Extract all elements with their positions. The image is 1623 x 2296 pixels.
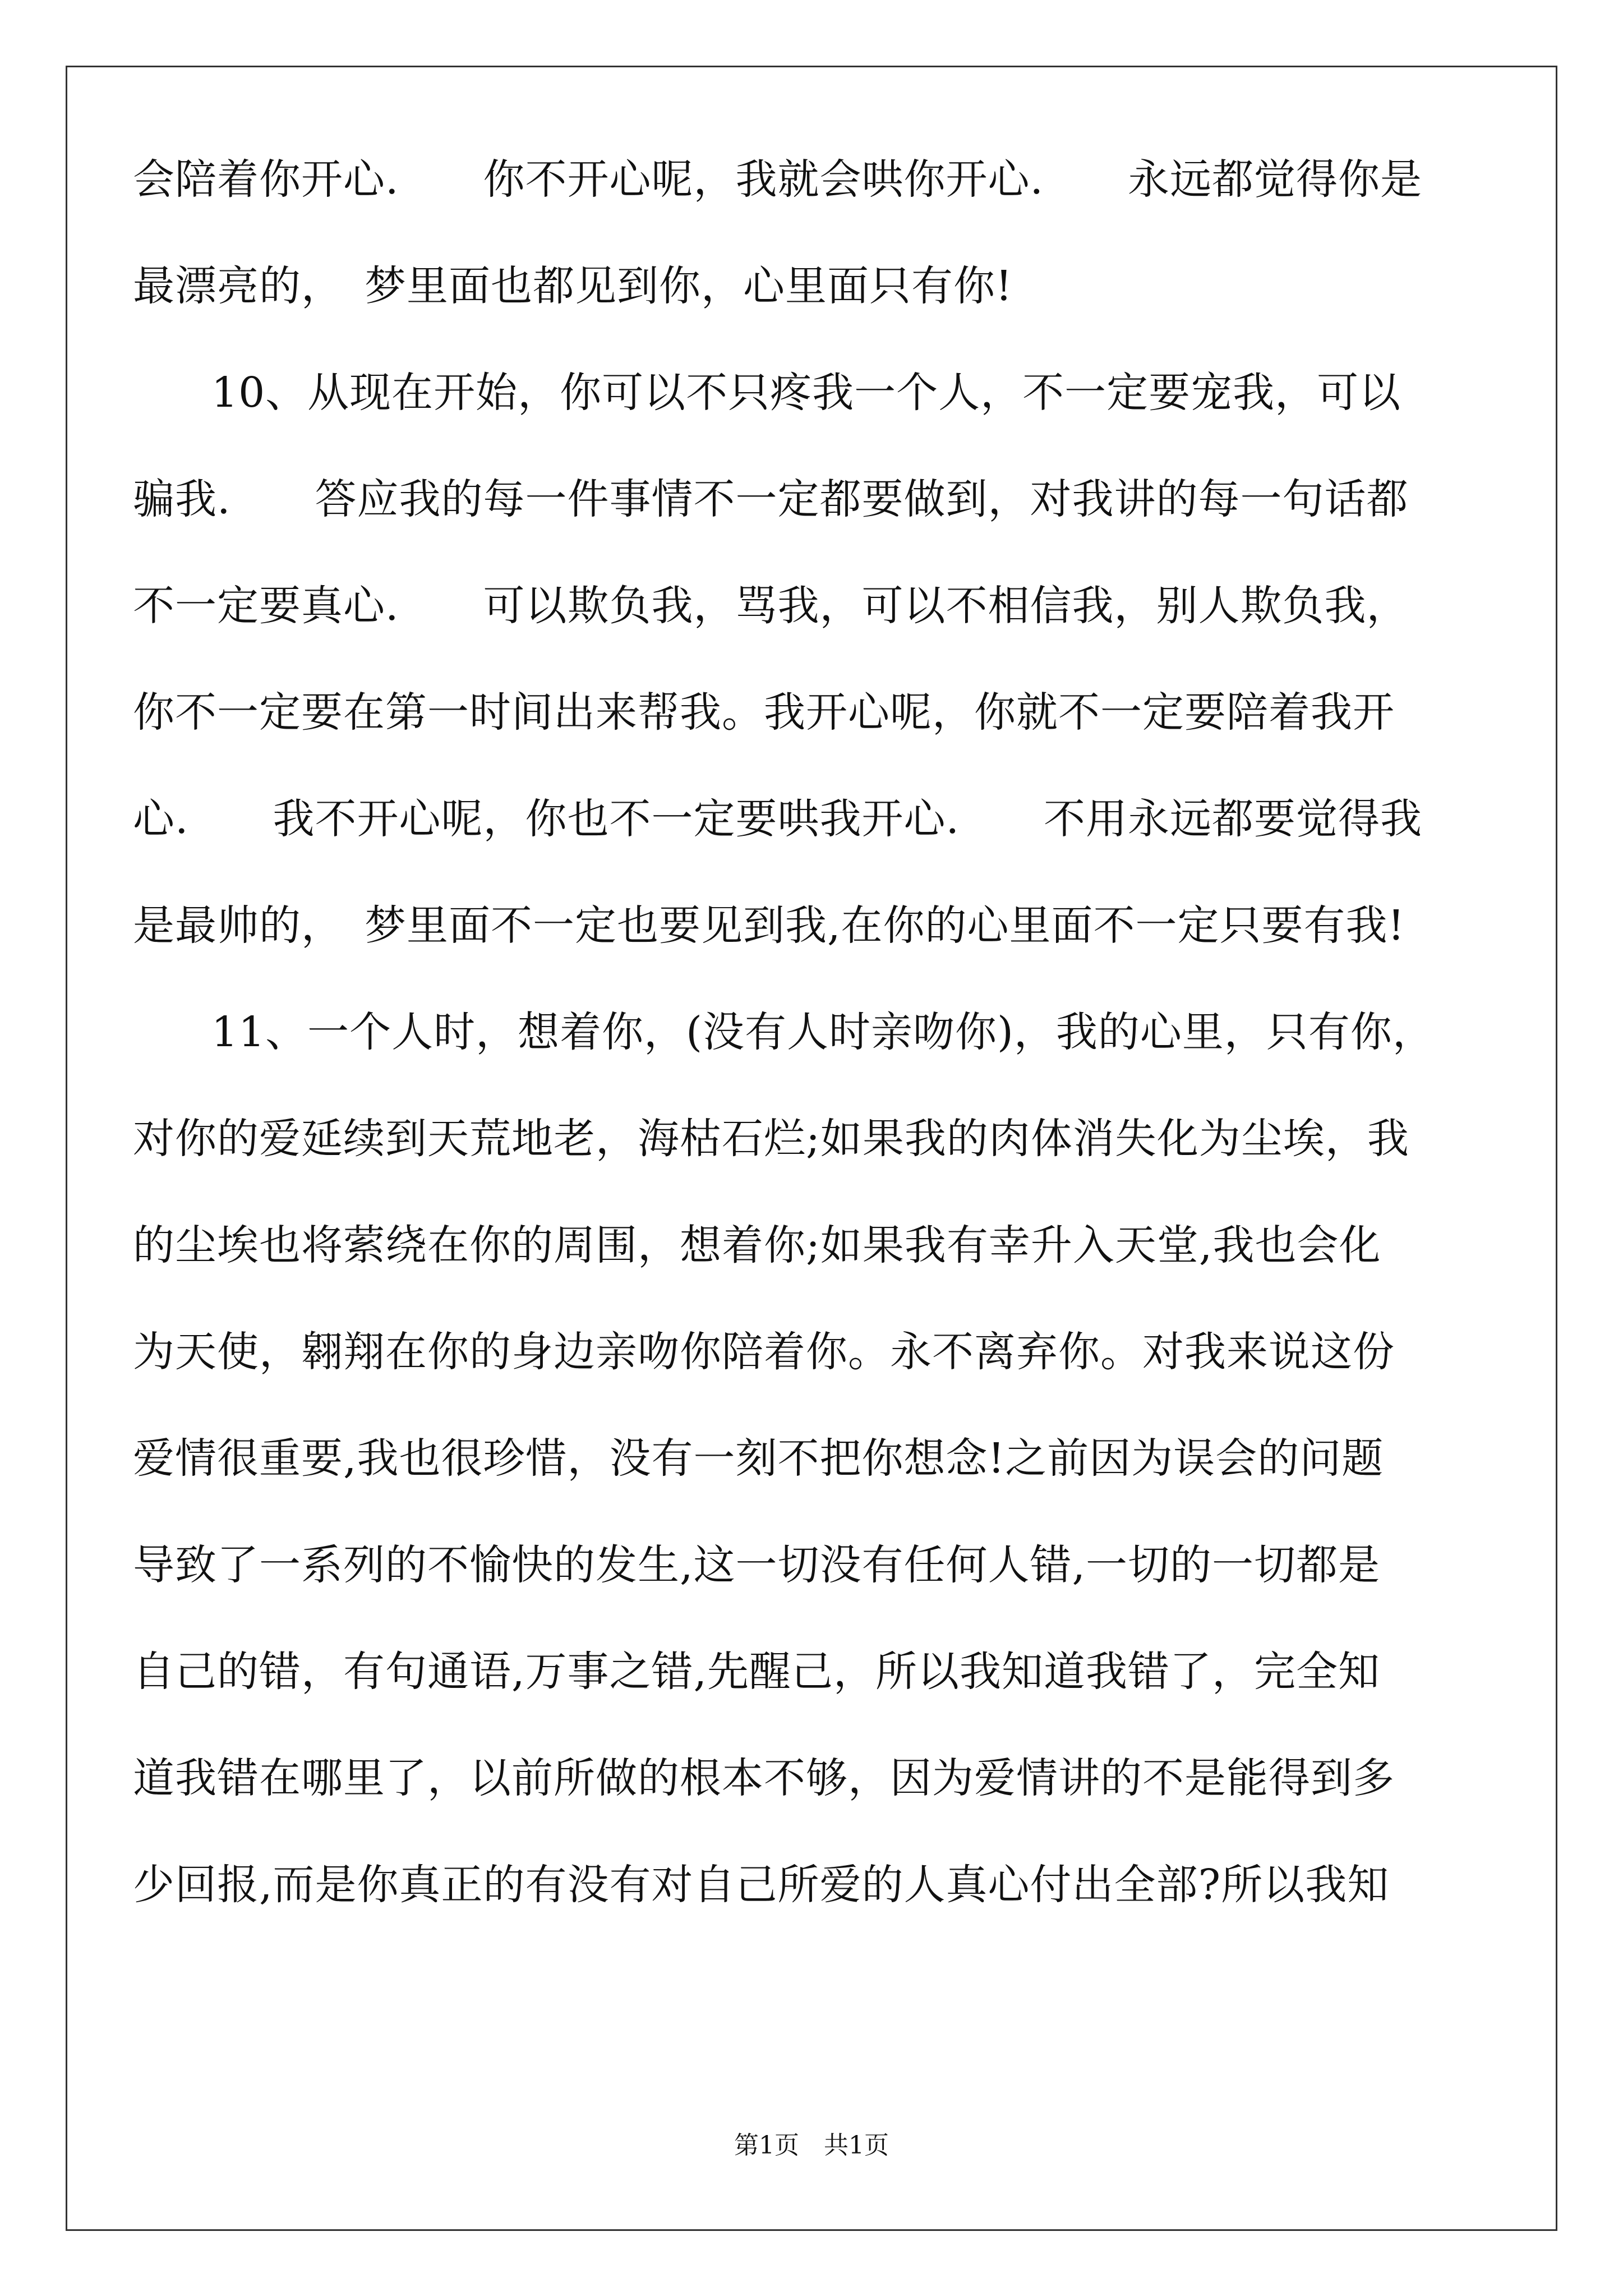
text-line: 最漂亮的， 梦里面也都见到你，心里面只有你! xyxy=(133,262,1013,310)
text-line: 骗我. 答应我的每一件事情不一定都要做到，对我讲的每一句话都 xyxy=(133,475,1409,523)
text-line: 导致了一系列的不愉快的发生,这一切没有任何人错,一切的一切都是 xyxy=(133,1541,1381,1589)
text-line: 道我错在哪里了，以前所做的根本不够，因为爱情讲的不是能得到多 xyxy=(133,1754,1395,1802)
text-line: 不一定要真心. 可以欺负我，骂我，可以不相信我，别人欺负我， xyxy=(133,582,1409,630)
text-line: 会陪着你开心. 你不开心呢，我就会哄你开心. 永远都觉得你是 xyxy=(133,155,1423,204)
text-line: 你不一定要在第一时间出来帮我。我开心呢，你就不一定要陪着我开 xyxy=(133,688,1395,737)
page-number-footer: 第1页 共1页 xyxy=(734,2131,889,2160)
text-line: 爱情很重要,我也很珍惜，没有一刻不把你想念!之前因为误会的问题 xyxy=(133,1434,1384,1483)
text-line: 自己的错，有句通语,万事之错,先醒己，所以我知道我错了，完全知 xyxy=(133,1648,1381,1696)
text-line: 心. 我不开心呢，你也不一定要哄我开心. 不用永远都要觉得我 xyxy=(133,795,1423,843)
text-line: 10、从现在开始，你可以不只疼我一个人，不一定要宠我，可以 xyxy=(211,369,1401,417)
text-line: 是最帅的， 梦里面不一定也要见到我,在你的心里面不一定只要有我! xyxy=(133,901,1405,950)
text-line: 11、一个人时，想着你，(没有人时亲吻你)，我的心里，只有你， xyxy=(211,1008,1435,1056)
text-line: 少回报,而是你真正的有没有对自己所爱的人真心付出全部?所以我知 xyxy=(133,1861,1390,1909)
text-line: 对你的爱延续到天荒地老，海枯石烂;如果我的肉体消失化为尘埃，我 xyxy=(133,1115,1409,1163)
text-line: 的尘埃也将萦绕在你的周围，想着你;如果我有幸升入天堂,我也会化 xyxy=(133,1221,1381,1269)
text-line: 为天使，翱翔在你的身边亲吻你陪着你。永不离弃你。对我来说这份 xyxy=(133,1328,1395,1376)
